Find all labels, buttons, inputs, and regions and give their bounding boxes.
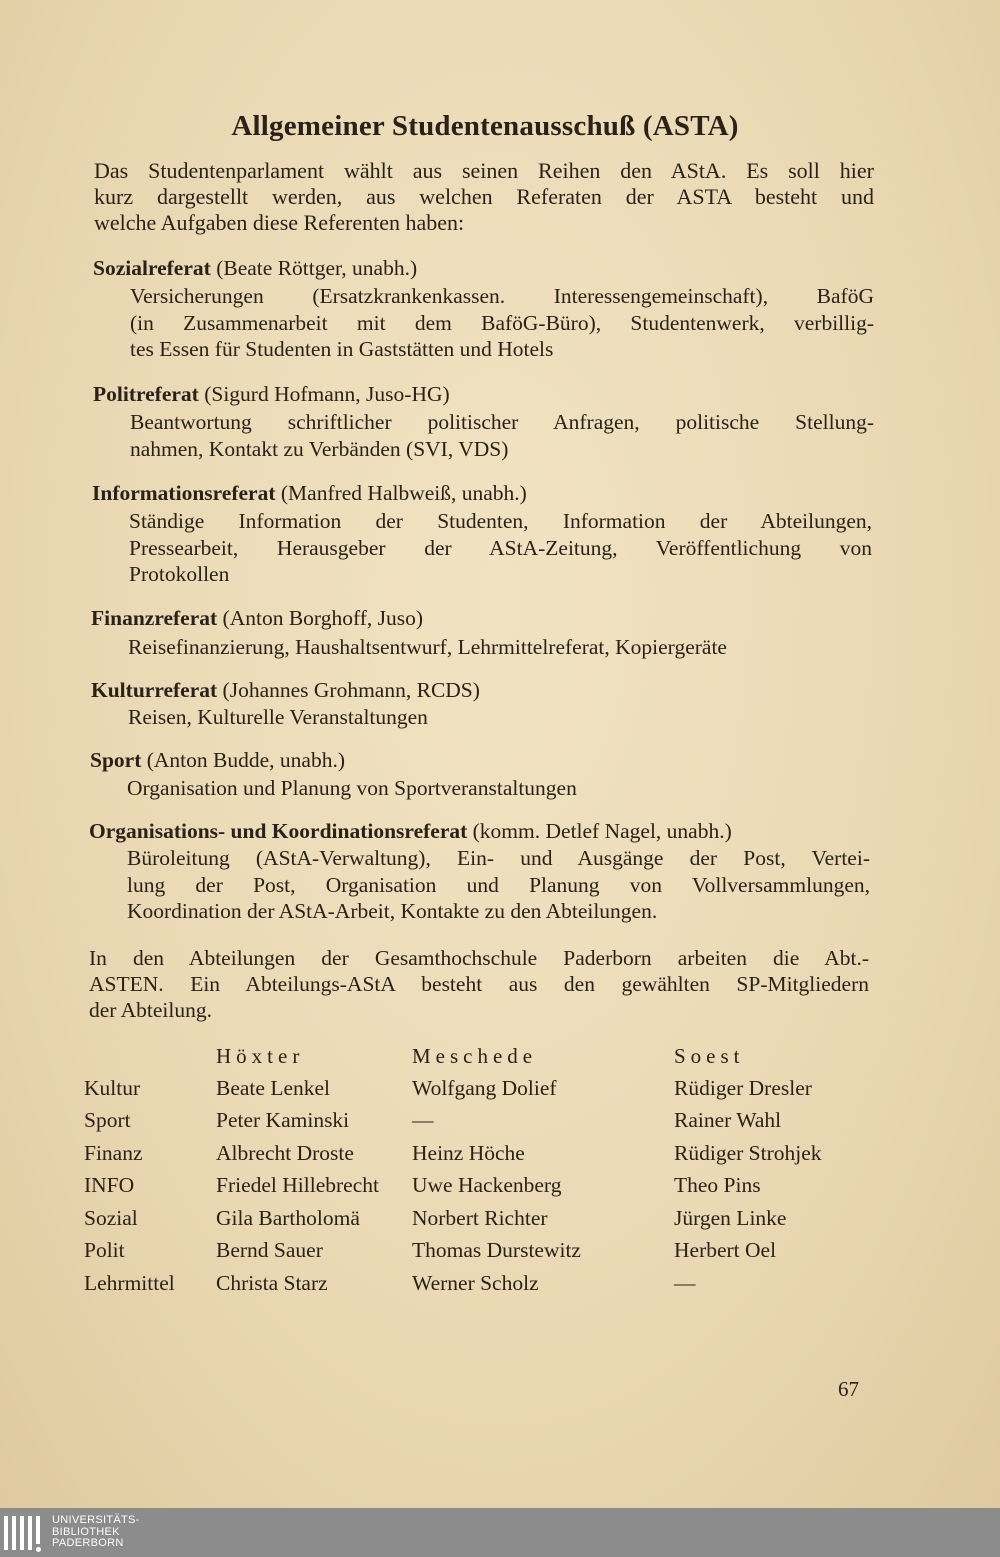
section-heading-sport (90, 747, 345, 773)
section-name: Informationsreferat (92, 481, 276, 505)
table-cell: — (674, 1270, 696, 1295)
table-cell: Werner Scholz (412, 1270, 539, 1295)
section-line: Büroleitung (AStA-Verwaltung), Ein- und Ausgänge der Post, Vertei- (127, 846, 870, 870)
table-row (84, 1267, 874, 1300)
intro-paragraph (94, 158, 874, 236)
table-cell: Bernd Sauer (216, 1238, 323, 1263)
table-row (84, 1235, 874, 1268)
table-cell: Albrecht Droste (216, 1140, 354, 1165)
logo-line: BIBLIOTHEK (52, 1525, 120, 1538)
section-line: Reisen, Kulturelle Veranstaltungen (128, 705, 428, 729)
intro-line: welche Aufgaben diese Referenten haben: (94, 210, 465, 235)
section-heading-finanzreferat (91, 605, 423, 631)
intro-line: kurz dargestellt werden, aus welchen Referaten der ASTA besteht und (94, 184, 874, 209)
section-line: (in Zusammenarbeit mit dem BaföG-Büro), Studentenwerk, verbillig- (130, 310, 874, 335)
section-body-sozialreferat (130, 283, 874, 363)
section-line: Organisation und Planung von Sportveranstaltungen (127, 776, 577, 800)
section-name: Kulturreferat (91, 678, 218, 702)
table-header-row (84, 1040, 874, 1072)
page-number: 67 (838, 1377, 859, 1401)
table-cell: — (412, 1108, 434, 1133)
section-line: Ständige Information der Studenten, Information der Abteilungen, (129, 509, 872, 533)
abteilungen-table (84, 1040, 874, 1300)
table-cell: Lehrmittel (84, 1270, 175, 1295)
table-cell: Wolfgang Dolief (412, 1075, 557, 1100)
table-cell: Theo Pins (674, 1173, 761, 1198)
logo-line: PADERBORN (52, 1537, 124, 1549)
section-heading-organisationsreferat (89, 818, 732, 844)
section-person: (Beate Röttger, unabh.) (216, 256, 418, 280)
section-person: (Johannes Grohmann, RCDS) (222, 678, 480, 702)
section-line: Pressearbeit, Herausgeber der AStA-Zeitung, Veröffentlichung von (129, 535, 872, 560)
section-name: Politreferat (93, 382, 199, 406)
table-cell: Rainer Wahl (674, 1108, 782, 1133)
section-body-kulturreferat (128, 704, 868, 731)
table-cell: Thomas Durstewitz (412, 1238, 581, 1263)
table-cell: Sozial (84, 1205, 138, 1230)
page-title: Allgemeiner Studentenausschuß (ASTA) (231, 110, 739, 142)
abteilungen-paragraph (89, 945, 869, 1023)
section-person: (Sigurd Hofmann, Juso-HG) (204, 382, 450, 406)
table-cell: Finanz (84, 1140, 143, 1165)
table-cell: Beate Lenkel (216, 1075, 331, 1100)
section-heading-politreferat (93, 381, 450, 407)
section-name: Sport (90, 748, 142, 772)
section-name: Sozialreferat (93, 256, 211, 280)
section-heading-sozialreferat (93, 255, 417, 281)
section-body-finanzreferat (128, 634, 868, 661)
section-body-politreferat (130, 409, 874, 462)
table-cell: Friedel Hillebrecht (216, 1173, 379, 1198)
table-row (84, 1105, 874, 1138)
table-header: Meschede (412, 1043, 538, 1068)
table-cell: INFO (84, 1173, 135, 1198)
abteilungen-line: In den Abteilungen der Gesamthochschule Paderborn arbeiten die Abt.- (89, 946, 869, 970)
section-line: nahmen, Kontakt zu Verbänden (SVI, VDS) (130, 436, 509, 461)
table-cell: Christa Starz (216, 1270, 328, 1295)
abteilungen-line: ASTEN. Ein Abteilungs-AStA besteht aus den gewählten SP-Mitgliedern (89, 972, 869, 996)
intro-line: Das Studentenparlament wählt aus seinen Reihen den AStA. Es soll hier (94, 158, 874, 183)
table-cell: Rüdiger Dresler (674, 1075, 812, 1100)
table-header: Soest (674, 1043, 745, 1068)
table-cell: Peter Kaminski (216, 1108, 350, 1133)
table-row (84, 1072, 874, 1105)
table-row (84, 1170, 874, 1203)
section-body-sport (127, 775, 867, 802)
library-footer-bar (0, 1508, 1000, 1557)
section-person: (Anton Borghoff, Juso) (222, 606, 424, 630)
section-heading-kulturreferat (91, 677, 480, 703)
section-line: Koordination der AStA-Arbeit, Kontakte zu den Abteilungen. (127, 899, 658, 923)
section-person: (komm. Detlef Nagel, unabh.) (472, 819, 732, 843)
library-logo-icon (4, 1516, 48, 1552)
section-line: Reisefinanzierung, Haushaltsentwurf, Lehrmittelreferat, Kopiergeräte (128, 635, 727, 659)
table-header (84, 1040, 216, 1072)
table-cell: Polit (84, 1238, 125, 1263)
section-body-informationsreferat (129, 508, 872, 588)
table-header: Höxter (216, 1043, 305, 1068)
table-cell: Uwe Hackenberg (412, 1173, 562, 1198)
section-line: Beantwortung schriftlicher politischer Anfragen, politische Stellung- (130, 410, 874, 434)
table-row (84, 1137, 874, 1170)
table-cell: Jürgen Linke (674, 1205, 787, 1230)
section-body-organisationsreferat (127, 845, 870, 925)
section-line: Protokollen (129, 562, 230, 586)
section-person: (Anton Budde, unabh.) (146, 748, 345, 772)
table-cell: Kultur (84, 1075, 141, 1100)
table-cell: Rüdiger Strohjek (674, 1140, 822, 1165)
library-logo-text (52, 1515, 140, 1550)
section-name: Finanzreferat (91, 606, 218, 630)
section-person: (Manfred Halbweiß, unabh.) (280, 481, 527, 505)
section-line: Versicherungen (Ersatzkrankenkassen. Interessengemeinschaft), BaföG (130, 284, 874, 308)
abteilungen-line: der Abteilung. (89, 998, 213, 1022)
section-heading-informationsreferat (92, 480, 527, 506)
table-cell: Norbert Richter (412, 1205, 548, 1230)
table-cell: Gila Bartholomä (216, 1205, 360, 1230)
section-name: Organisations- und Koordinationsreferat (89, 819, 468, 843)
table-row (84, 1202, 874, 1235)
table-cell: Heinz Höche (412, 1140, 525, 1165)
section-line: tes Essen für Studenten in Gaststätten und Hotels (130, 337, 554, 361)
table-cell: Herbert Oel (674, 1238, 777, 1263)
logo-line: UNIVERSITÄTS- (52, 1514, 140, 1526)
section-line: lung der Post, Organisation und Planung von Vollversammlungen, (127, 872, 870, 897)
table-cell: Sport (84, 1108, 131, 1133)
